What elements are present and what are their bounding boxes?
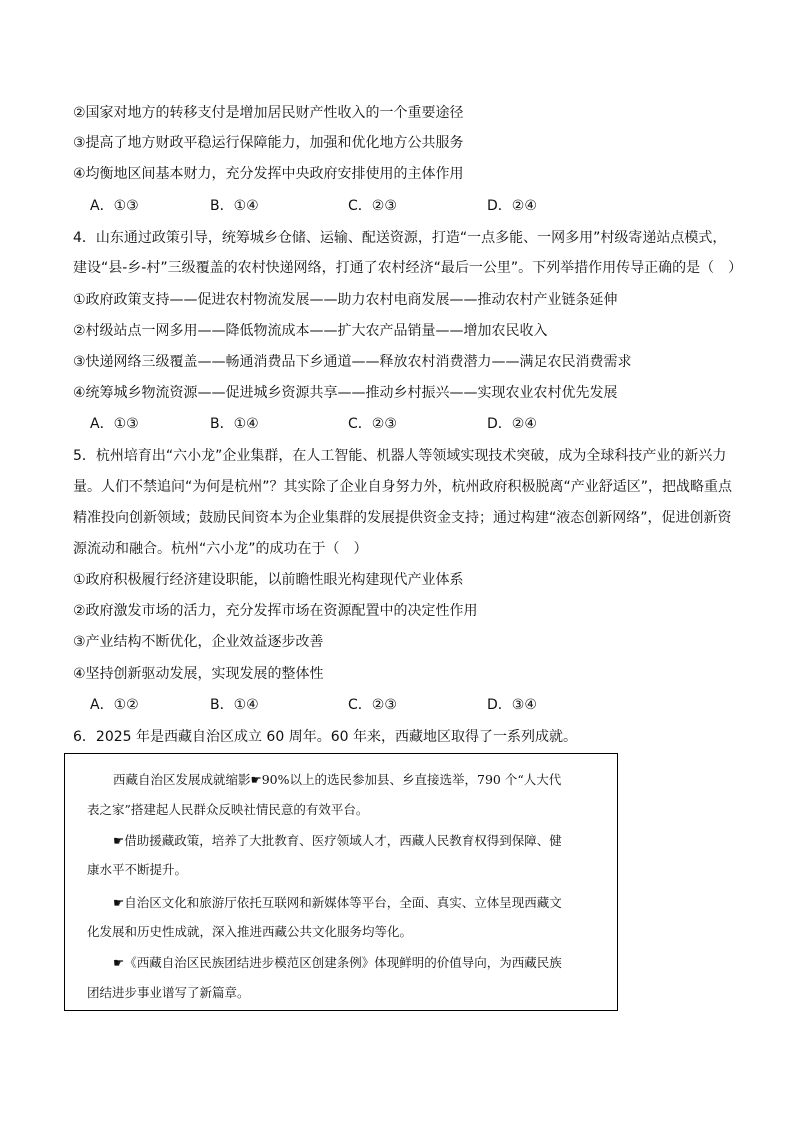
q4-stem-line-2: 建设“县-乡-村”三级覆盖的农村快递网络，打通了农村经济“最后一公里”。下列举措作用传导正确的是（ ） [73, 260, 743, 276]
box-paragraph-3-line-2: 化发展和历史性成就，深入推进西藏公共文化服务均等化。 [87, 924, 413, 939]
hand-pointer-icon: ☛ [113, 955, 125, 970]
box-paragraph-4-line-1 [113, 954, 562, 972]
q3-item-3: ③提高了地方财政平稳运行保障能力，加强和优化地方公共服务 [73, 135, 464, 151]
q4-item-1: ①政府政策支持——促进农村物流发展——助力农村电商发展——推动农村产业链条延伸 [73, 292, 618, 308]
q5-stem-line-4: 源流动和融合。杭州“六小龙”的成功在于（ ） [73, 541, 368, 557]
q4-option-d[interactable]: D．②④ [487, 416, 537, 432]
box-paragraph-1-line-2: 表之家”搭建起人民群众反映社情民意的有效平台。 [87, 802, 369, 817]
q5-option-b[interactable]: B．①④ [210, 697, 259, 713]
q5-option-d[interactable]: D．③④ [487, 697, 537, 713]
q6-stem: 6．2025 年是西藏自治区成立 60 周年。60 年来，西藏地区取得了一系列成就。 [73, 729, 577, 745]
hand-pointer-icon: ☛ [113, 895, 125, 910]
q5-item-1: ①政府积极履行经济建设职能，以前瞻性眼光构建现代产业体系 [73, 572, 464, 588]
q5-option-c[interactable]: C．②③ [348, 697, 397, 713]
q4-option-a[interactable]: A．①③ [90, 416, 139, 432]
achievement-quote-box [64, 753, 618, 1011]
box-paragraph-1-line-1 [113, 771, 561, 789]
q3-option-d[interactable]: D．②④ [487, 198, 537, 214]
box-p2-text-1: 借助援藏政策，培养了大批教育、医疗领域人才，西藏人民教育权得到保障、健 [124, 833, 562, 848]
q5-item-4: ④坚持创新驱动发展，实现发展的整体性 [73, 666, 324, 682]
hand-pointer-icon: ☛ [113, 833, 125, 848]
q5-stem-line-2: 量。人们不禁追问“为何是杭州”？其实除了企业自身努力外，杭州政府积极脱离“产业舒适区”，把战略重点 [73, 479, 733, 495]
q5-item-3: ③产业结构不断优化，企业效益逐步改善 [73, 634, 324, 650]
box-paragraph-2-line-1 [113, 832, 562, 850]
box-paragraph-2-line-2: 康水平不断提升。 [87, 862, 188, 877]
q5-stem-line-3: 精准投向创新领域；鼓励民间资本为企业集群的发展提供资金支持；通过构建“液态创新网络”，促进创新资 [73, 510, 732, 526]
box-p3-text-1: 自治区文化和旅游厅依托互联网和新媒体等平台，全面、真实、立体呈现西藏文 [124, 895, 562, 910]
q3-option-b[interactable]: B．①④ [210, 198, 259, 214]
box-p1-text-1: 90%以上的选民参加县、乡直接选举，790 个“人大代 [261, 772, 562, 787]
hand-pointer-icon: ☛ [250, 772, 262, 787]
q3-item-4: ④均衡地区间基本财力，充分发挥中央政府安排使用的主体作用 [73, 166, 464, 182]
q3-option-c[interactable]: C．②③ [348, 198, 397, 214]
q3-option-a[interactable]: A．①③ [90, 198, 139, 214]
q4-stem-line-1: 4．山东通过政策引导，统筹城乡仓储、运输、配送资源，打造“一点多能、一网多用”村级寄递站点模式， [73, 230, 727, 246]
q5-stem-line-1: 5．杭州培育出“六小龙”企业集群，在人工智能、机器人等领域实现技术突破，成为全球科技产业的新兴力 [73, 448, 727, 464]
q4-option-c[interactable]: C．②③ [348, 416, 397, 432]
box-paragraph-4-line-2: 团结进步事业谱写了新篇章。 [87, 985, 250, 1000]
q4-option-b[interactable]: B．①④ [210, 416, 259, 432]
box-title: 西藏自治区发展成就缩影 [113, 772, 251, 787]
box-paragraph-3-line-1 [113, 894, 562, 912]
q4-item-2: ②村级站点一网多用——降低物流成本——扩大农产品销量——增加农民收入 [73, 323, 548, 339]
q5-item-2: ②政府激发市场的活力，充分发挥市场在资源配置中的决定性作用 [73, 603, 478, 619]
box-p4-text-1: 《西藏自治区民族团结进步模范区创建条例》体现鲜明的价值导向，为西藏民族 [124, 955, 562, 970]
q3-item-2: ②国家对地方的转移支付是增加居民财产性收入的一个重要途径 [73, 105, 464, 121]
q4-item-4: ④统筹城乡物流资源——促进城乡资源共享——推动乡村振兴——实现农业农村优先发展 [73, 385, 618, 401]
q5-option-a[interactable]: A．①② [90, 697, 139, 713]
q4-item-3: ③快递网络三级覆盖——畅通消费品下乡通道——释放农村消费潜力——满足农民消费需求 [73, 354, 632, 370]
